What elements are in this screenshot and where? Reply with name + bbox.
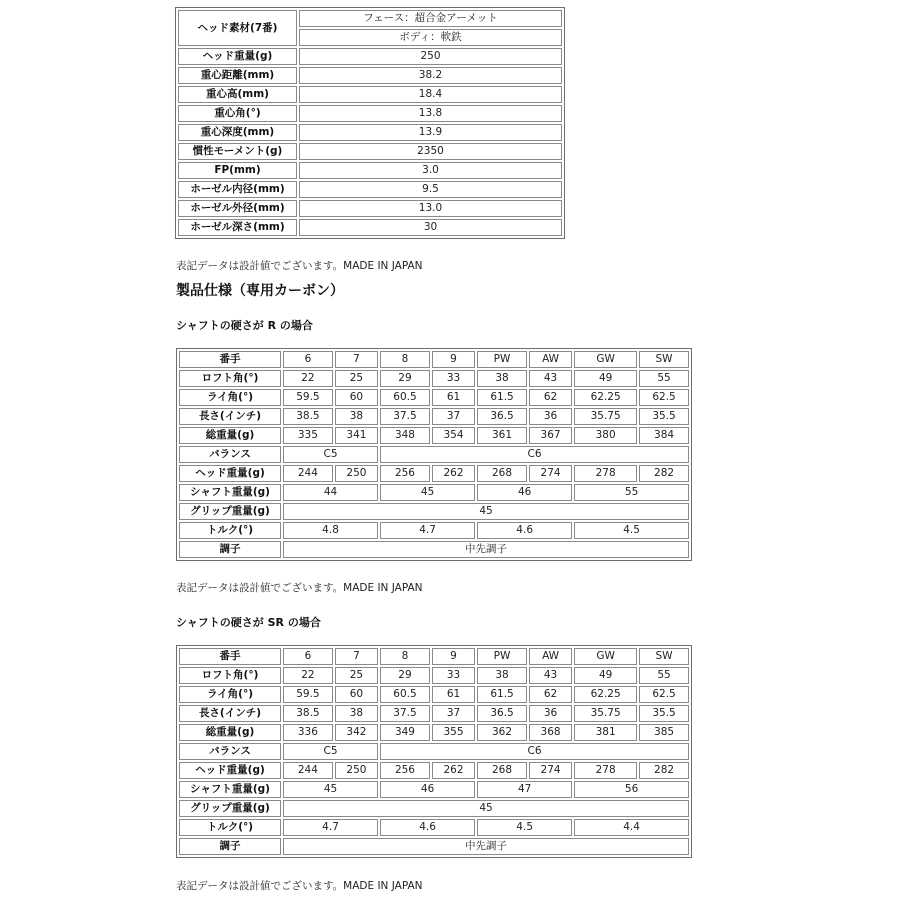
table-row: ヘッド重量(g) 244 250 256 262 268 274 278 282 — [179, 762, 689, 779]
design-value-note: 表記データは設計値でございます。MADE IN JAPAN — [176, 260, 423, 272]
table-row: ヘッド重量(g) 250 — [178, 48, 562, 65]
table-row: FP(mm) 3.0 — [178, 162, 562, 179]
table-row: 重心距離(mm) 38.2 — [178, 67, 562, 84]
section-title: 製品仕様（専用カーボン） — [176, 283, 344, 299]
table-row: グリップ重量(g) 45 — [179, 800, 689, 817]
table-row: 長さ(インチ) 38.5 38 37.5 37 36.5 36 35.75 35.5 — [179, 408, 689, 425]
table-row: 総重量(g) 335 341 348 354 361 367 380 384 — [179, 427, 689, 444]
table-row: ロフト角(°) 22 25 29 33 38 43 49 55 — [179, 370, 689, 387]
shaft-r-spec-table — [176, 348, 692, 561]
design-value-note: 表記データは設計値でございます。MADE IN JAPAN — [176, 582, 423, 594]
table-row: 番手 6 7 8 9 PW AW GW SW — [179, 351, 689, 368]
table-row: トルク(°) 4.7 4.6 4.5 4.4 — [179, 819, 689, 836]
table-row: 番手 6 7 8 9 PW AW GW SW — [179, 648, 689, 665]
table-row: 重心角(°) 13.8 — [178, 105, 562, 122]
design-value-note: 表記データは設計値でございます。MADE IN JAPAN — [176, 880, 423, 892]
material-label: ヘッド素材(7番) — [178, 10, 297, 46]
table-row: 慣性モーメント(g) 2350 — [178, 143, 562, 160]
shaft-sr-spec-table — [176, 645, 692, 858]
table-row: 調子 中先調子 — [179, 541, 689, 558]
table-row: 長さ(インチ) 38.5 38 37.5 37 36.5 36 35.75 35.5 — [179, 705, 689, 722]
table-row: シャフト重量(g) 44 45 46 55 — [179, 484, 689, 501]
material-body: ボディ：軟鉄 — [299, 29, 562, 46]
table-row: ヘッド重量(g) 244 250 256 262 268 274 278 282 — [179, 465, 689, 482]
table-row: シャフト重量(g) 45 46 47 56 — [179, 781, 689, 798]
table-row: バランス C5 C6 — [179, 446, 689, 463]
table-row: ロフト角(°) 22 25 29 33 38 43 49 55 — [179, 667, 689, 684]
table-row: トルク(°) 4.8 4.7 4.6 4.5 — [179, 522, 689, 539]
table-row: ライ角(°) 59.5 60 60.5 61 61.5 62 62.25 62.5 — [179, 389, 689, 406]
shaft-sr-subtitle: シャフトの硬さが SR の場合 — [176, 616, 321, 629]
table-row: 総重量(g) 336 342 349 355 362 368 381 385 — [179, 724, 689, 741]
table-row: ライ角(°) 59.5 60 60.5 61 61.5 62 62.25 62.5 — [179, 686, 689, 703]
table-row: ホーゼル深さ(mm) 30 — [178, 219, 562, 236]
head-spec-table — [175, 7, 565, 239]
table-row: ホーゼル外径(mm) 13.0 — [178, 200, 562, 217]
table-row: ホーゼル内径(mm) 9.5 — [178, 181, 562, 198]
table-row: 重心高(mm) 18.4 — [178, 86, 562, 103]
table-row: バランス C5 C6 — [179, 743, 689, 760]
table-row: 調子 中先調子 — [179, 838, 689, 855]
shaft-r-subtitle: シャフトの硬さが R の場合 — [176, 319, 313, 332]
table-row: グリップ重量(g) 45 — [179, 503, 689, 520]
material-face: フェース：超合金アーメット — [299, 10, 562, 27]
table-row: 重心深度(mm) 13.9 — [178, 124, 562, 141]
